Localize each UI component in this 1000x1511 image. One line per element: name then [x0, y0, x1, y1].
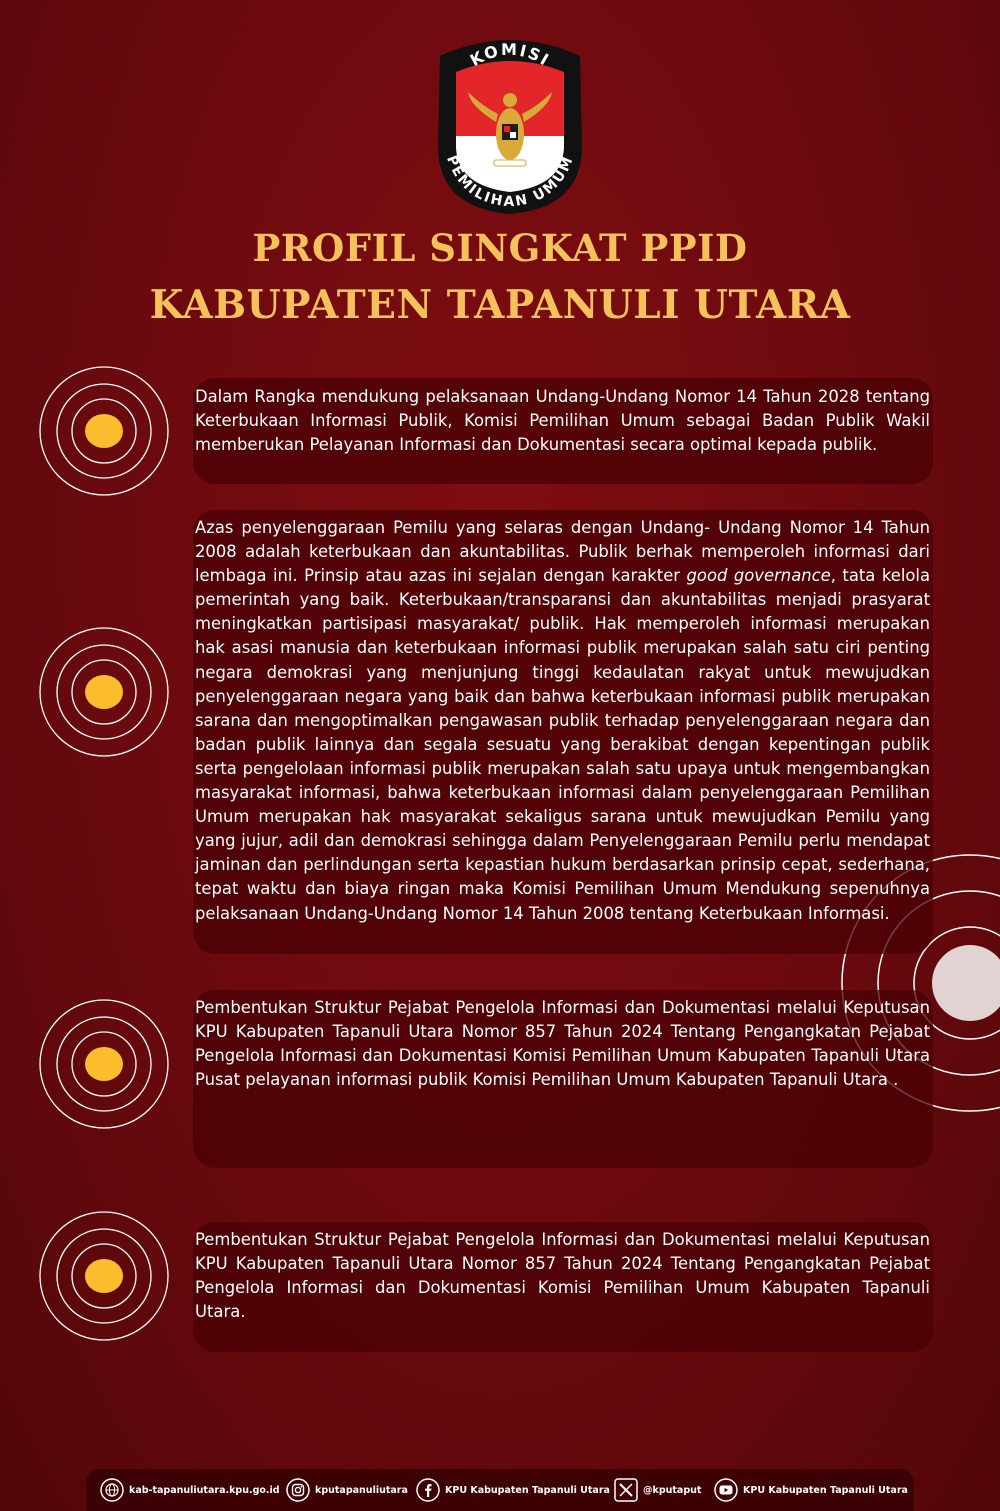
- kpu-logo: [432, 36, 588, 214]
- section-3-text: Pembentukan Struktur Pejabat Pengelola Informasi dan Dokumentasi melalui Keputusan KPU Kabupaten Tapanuli Utara Nomor 857 Tahun 2024 Tentang Pengangkatan Pejabat Pengelola Informasi dan Dokumentasi Komisi Pemilihan Umum Kabupaten Tapanuli Utara Pusat pelayanan informasi publik Komisi Pemilihan Umum Kabupaten Tapanuli Utara .: [195, 998, 930, 1090]
- social-footer: [86, 1469, 914, 1511]
- section-1-text: Dalam Rangka mendukung pelaksanaan Undang-Undang Nomor 14 Tahun 2028 tentang Keterbukaan Informasi Publik, Komisi Pemilihan Umum sebagai Badan Publik Wakil memberukan Pelayanan Informasi dan Dokumentasi secara optimal kepada publik.: [195, 387, 930, 455]
- section-2-text-part2: , tata kelola pemerintah yang baik. Keterbukaan/transparansi dan akuntabilitas menjadi prasyarat meningkatkan partisipasi masyarakat/ publik. Hak memperoleh informasi merupakan hak asasi manusia dan keterbukaan informasi publik merupakan salah satu ciri penting negara demokrasi yang menjunjung tinggi kedaulatan rakyat untuk mewujudkan penyelenggaraan negara yang baik dan bahwa keterbukaan informasi publik merupakan sarana dan mengoptimalkan pengawasan publik terhadap penyelenggaraan negara dan badan publik lainnya dan segala sesuatu yang berakibat dengan kepentingan publik serta pengelolaan informasi publik merupakan salah satu upaya untuk mengembangkan masyarakat informasi, bahwa keterbukaan informasi dalam penyelenggaraan Pemilihan Umum merupakan hak masyarakat sekaligus sarana untuk mewujudkan Pemilu yang yang jujur, adil dan demokrasi sehingga dalam Penyelenggaraan Pemilu perlu mendapat jaminan dan perlindungan serta kepastian hukum berdasarkan prinsip cepat, sederhana, tepat waktu dan biaya ringan maka Komisi Pemilihan Umum Mendukung sepenuhnya pelaksanaan Undang-Undang Nomor 14 Tahun 2008 tentang Keterbukaan Informasi.: [195, 566, 930, 923]
- footer-youtube-link[interactable]: [714, 1477, 908, 1503]
- instagram-icon: [286, 1478, 310, 1502]
- page-title-line2: KABUPATEN TAPANULI UTARA: [149, 282, 851, 328]
- info-card-4: [193, 1222, 933, 1352]
- section-2-italic-term: good governance: [686, 566, 831, 586]
- facebook-icon: [416, 1478, 440, 1502]
- bullet-target-icon: [38, 626, 170, 758]
- x-icon: [614, 1478, 638, 1502]
- footer-website-link[interactable]: [100, 1477, 280, 1503]
- bullet-target-icon: [38, 998, 170, 1130]
- section-2-text-part1: Azas penyelenggaraan Pemilu yang selaras dengan Undang- Undang Nomor 14 Tahun 2008 adalah keterbukaan dan akuntabilitas. Publik berhak memperoleh informasi dari lembaga ini. Prinsip atau azas ini sejalan dengan karakter: [195, 518, 930, 586]
- section-4-text: Pembentukan Struktur Pejabat Pengelola Informasi dan Dokumentasi melalui Keputusan KPU Kabupaten Tapanuli Utara Nomor 857 Tahun 2024 Tentang Pengangkatan Pejabat Pengelola Informasi dan Dokumentasi Komisi Pemilihan Umum Kabupaten Tapanuli Utara.: [195, 1230, 930, 1322]
- globe-icon: [100, 1478, 124, 1502]
- info-card-3: [193, 990, 933, 1168]
- logo-bottom-text: PEMILIHAN UMUM: [443, 153, 578, 211]
- footer-instagram-link[interactable]: [286, 1477, 408, 1503]
- info-card-2: [193, 510, 933, 954]
- logo-top-text: KOMISI: [466, 39, 554, 71]
- bullet-target-icon: [38, 1210, 170, 1342]
- footer-x-link[interactable]: [614, 1477, 701, 1503]
- footer-x-label: @kputaput: [643, 1484, 702, 1496]
- page-title-line1: PROFIL SINGKAT PPID: [252, 226, 748, 270]
- footer-facebook-link[interactable]: [416, 1477, 610, 1503]
- section-2-text: [195, 516, 930, 926]
- youtube-icon: [714, 1478, 738, 1502]
- info-card-1: [193, 378, 933, 484]
- footer-instagram-label: kputapanuliutara: [315, 1484, 408, 1496]
- footer-facebook-label: KPU Kabupaten Tapanuli Utara: [445, 1484, 610, 1496]
- bullet-target-icon: [38, 365, 170, 497]
- footer-youtube-label: KPU Kabupaten Tapanuli Utara: [743, 1484, 908, 1496]
- footer-website-label: kab-tapanuliutara.kpu.go.id: [129, 1484, 280, 1496]
